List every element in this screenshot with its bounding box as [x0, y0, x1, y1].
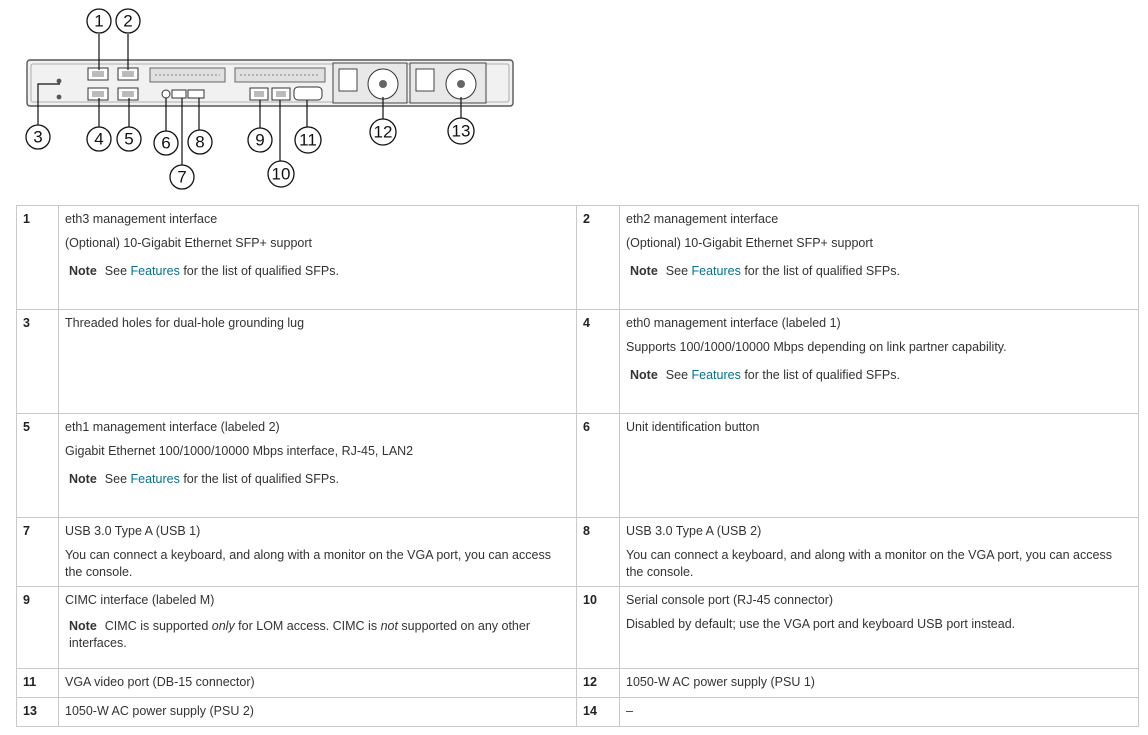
note-label: Note — [630, 264, 658, 278]
callout-11 — [295, 127, 321, 153]
table-row — [17, 587, 1139, 669]
item-number: 1 — [17, 206, 59, 310]
item-number: 6 — [577, 414, 620, 518]
rear-panel-figure — [0, 0, 560, 200]
svg-text:1: 1 — [94, 11, 104, 31]
svg-text:12: 12 — [373, 122, 393, 142]
svg-text:5: 5 — [124, 129, 134, 149]
callout-2 — [116, 9, 140, 33]
unit-id-button — [162, 90, 170, 98]
callout-12 — [370, 119, 396, 145]
note-label: Note — [69, 472, 97, 486]
item-number: 2 — [577, 206, 620, 310]
svg-text:6: 6 — [161, 133, 171, 153]
item-number: 4 — [577, 310, 620, 414]
usb-port-2 — [188, 90, 204, 98]
callout-5 — [117, 127, 141, 151]
callout-10 — [268, 161, 294, 187]
features-link[interactable]: Features — [691, 368, 741, 382]
table-row — [17, 414, 1139, 518]
svg-text:10: 10 — [271, 164, 291, 184]
note-label: Note — [69, 619, 97, 633]
note-label: Note — [630, 368, 658, 382]
item-number: 14 — [577, 698, 620, 727]
item-number: 9 — [17, 587, 59, 669]
table-row — [17, 310, 1139, 414]
features-link[interactable]: Features — [130, 472, 180, 486]
grounding-hole — [57, 95, 62, 100]
port-vga — [294, 87, 322, 100]
features-link[interactable]: Features — [691, 264, 741, 278]
item-description: 1050-W AC power supply (PSU 2) — [59, 698, 577, 727]
svg-text:13: 13 — [451, 121, 471, 141]
callout-9 — [248, 128, 272, 152]
item-description: Threaded holes for dual-hole grounding lug — [59, 310, 577, 414]
svg-text:8: 8 — [195, 132, 205, 152]
item-number: 11 — [17, 669, 59, 698]
svg-text:9: 9 — [255, 130, 265, 150]
callout-7 — [170, 165, 194, 189]
svg-text:2: 2 — [123, 11, 133, 31]
svg-text:4: 4 — [94, 129, 104, 149]
item-description: eth1 management interface (labeled 2) Gigabit Ethernet 100/1000/10000 Mbps interface, RJ-45, LAN2 Note See Features for the list of qualified SFPs. — [59, 414, 577, 518]
item-description: – — [620, 698, 1139, 727]
callout-6 — [154, 131, 178, 155]
item-number: 13 — [17, 698, 59, 727]
item-number: 12 — [577, 669, 620, 698]
item-number: 5 — [17, 414, 59, 518]
item-description: eth0 management interface (labeled 1) Supports 100/1000/10000 Mbps depending on link partner capability. Note See Features for the list of qualified SFPs. — [620, 310, 1139, 414]
item-description: Serial console port (RJ-45 connector) Disabled by default; use the VGA port and keyboard USB port instead. — [620, 587, 1139, 669]
item-description: 1050-W AC power supply (PSU 1) — [620, 669, 1139, 698]
table-row — [17, 518, 1139, 587]
item-number: 7 — [17, 518, 59, 587]
callout-1 — [87, 9, 111, 33]
item-number: 8 — [577, 518, 620, 587]
svg-text:7: 7 — [177, 167, 187, 187]
item-description: VGA video port (DB-15 connector) — [59, 669, 577, 698]
callout-description-table — [16, 205, 1139, 727]
grounding-hole — [57, 79, 62, 84]
item-description: USB 3.0 Type A (USB 2) You can connect a keyboard, and along with a monitor on the VGA port, you can access the console. — [620, 518, 1139, 587]
item-description: eth3 management interface (Optional) 10-Gigabit Ethernet SFP+ support Note See Features for the list of qualified SFPs. — [59, 206, 577, 310]
item-description: Unit identification button — [620, 414, 1139, 518]
table-row — [17, 698, 1139, 727]
callout-3 — [26, 125, 50, 149]
svg-text:3: 3 — [33, 127, 43, 147]
note-label: Note — [69, 264, 97, 278]
item-number: 3 — [17, 310, 59, 414]
item-description: CIMC interface (labeled M) Note CIMC is supported only for LOM access. CIMC is not supported on any other interfaces. — [59, 587, 577, 669]
table-row — [17, 206, 1139, 310]
item-description: USB 3.0 Type A (USB 1) You can connect a keyboard, and along with a monitor on the VGA port, you can access the console. — [59, 518, 577, 587]
item-number: 10 — [577, 587, 620, 669]
callout-4 — [87, 127, 111, 151]
features-link[interactable]: Features — [130, 264, 180, 278]
table-row — [17, 669, 1139, 698]
callout-8 — [188, 130, 212, 154]
item-description: eth2 management interface (Optional) 10-Gigabit Ethernet SFP+ support Note See Features for the list of qualified SFPs. — [620, 206, 1139, 310]
callout-13 — [448, 118, 474, 144]
svg-text:11: 11 — [299, 130, 317, 150]
usb-port-1 — [172, 90, 186, 98]
